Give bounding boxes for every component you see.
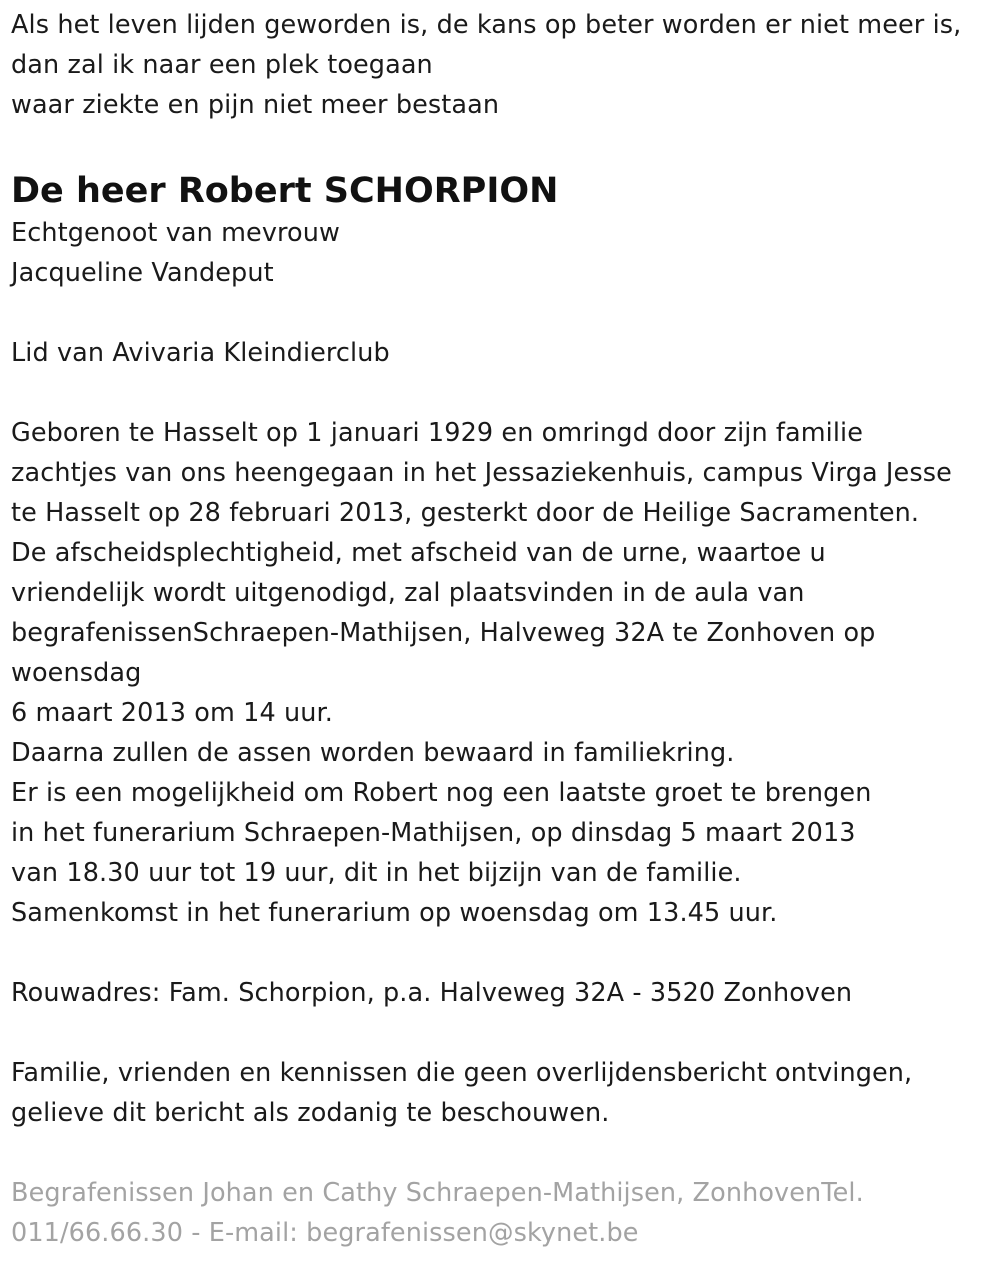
deceased-name: De heer Robert SCHORPION [11,171,559,211]
poem [11,5,996,125]
funeral-home-footer [11,1173,996,1253]
poem-line: Als het leven lijden geworden is, de kans op beter worden er niet meer is, [11,10,962,40]
announcement-line: Geboren te Hasselt op 1 januari 1929 en omringd door zijn familie [11,418,864,448]
notice-line: Familie, vrienden en kennissen die geen overlijdensbericht ontvingen, [11,1058,913,1088]
notice-text [11,1053,996,1133]
footer-line: 011/66.66.30 - E-mail: begrafenissen@skynet.be [11,1218,639,1248]
spacer [11,1133,996,1173]
obituary-document [11,0,996,1253]
mourning-address: Rouwadres: Fam. Schorpion, p.a. Halveweg 32A - 3520 Zonhoven [11,978,853,1008]
poem-line: waar ziekte en pijn niet meer bestaan [11,90,500,120]
announcement-line: in het funerarium Schraepen-Mathijsen, op dinsdag 5 maart 2013 [11,818,856,848]
announcement-line: zachtjes van ons heengegaan in het Jessaziekenhuis, campus Virga Jesse [11,458,952,488]
announcement-line: Samenkomst in het funerarium op woensdag om 13.45 uur. [11,898,778,928]
announcement-text [11,413,996,933]
announcement-line: te Hasselt op 28 februari 2013, gesterkt door de Heilige Sacramenten. [11,498,920,528]
spacer [11,373,996,413]
announcement-line: 6 maart 2013 om 14 uur. [11,698,333,728]
announcement-line: woensdag [11,658,142,688]
spouse-line: Jacqueline Vandeput [11,258,274,288]
announcement-line: van 18.30 uur tot 19 uur, dit in het bijzijn van de familie. [11,858,742,888]
spouse-line: Echtgenoot van mevrouw [11,218,340,248]
membership: Lid van Avivaria Kleindierclub [11,338,390,368]
spouse-info [11,213,996,293]
spacer [11,293,996,333]
notice-line: gelieve dit bericht als zodanig te beschouwen. [11,1098,610,1128]
poem-line: dan zal ik naar een plek toegaan [11,50,433,80]
announcement-line: Er is een mogelijkheid om Robert nog een laatste groet te brengen [11,778,872,808]
spacer [11,1013,996,1053]
spacer [11,933,996,973]
announcement-line: De afscheidsplechtigheid, met afscheid van de urne, waartoe u [11,538,826,568]
footer-line: Begrafenissen Johan en Cathy Schraepen-Mathijsen, ZonhovenTel. [11,1178,864,1208]
announcement-line: Daarna zullen de assen worden bewaard in familiekring. [11,738,735,768]
announcement-line: begrafenissenSchraepen-Mathijsen, Halveweg 32A te Zonhoven op [11,618,876,648]
announcement-line: vriendelijk wordt uitgenodigd, zal plaatsvinden in de aula van [11,578,805,608]
